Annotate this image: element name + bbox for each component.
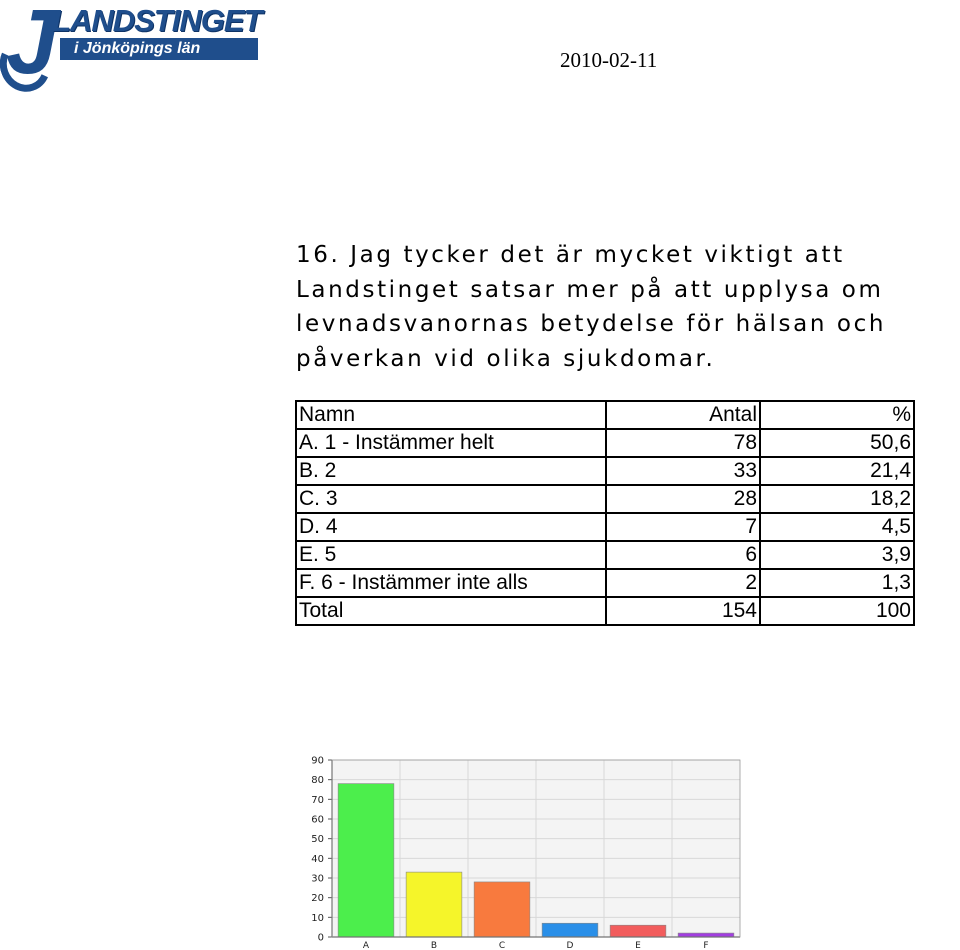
- y-tick-label: 90: [311, 755, 324, 767]
- total-count: 154: [606, 597, 760, 625]
- x-tick-label: A: [362, 941, 370, 948]
- logo-subtitle: i Jönköpings län: [74, 40, 201, 57]
- row-name: A. 1 - Instämmer helt: [296, 429, 606, 457]
- table-row: [296, 541, 914, 569]
- row-count: 78: [606, 429, 760, 457]
- y-tick-label: 0: [317, 932, 324, 944]
- table-row: [296, 513, 914, 541]
- row-percent: 21,4: [760, 457, 914, 485]
- logo-name: LANDSTINGET: [52, 3, 262, 38]
- row-name: B. 2: [296, 457, 606, 485]
- y-tick-label: 80: [311, 775, 324, 787]
- x-tick-label: C: [498, 941, 506, 948]
- table-header-row: [296, 401, 914, 429]
- row-name: F. 6 - Instämmer inte alls: [296, 569, 606, 597]
- header-percent: %: [760, 401, 914, 429]
- x-tick-label: E: [635, 941, 641, 948]
- bar-e: [610, 925, 666, 937]
- row-percent: 18,2: [760, 485, 914, 513]
- row-count: 7: [606, 513, 760, 541]
- row-percent: 50,6: [760, 429, 914, 457]
- row-count: 33: [606, 457, 760, 485]
- row-percent: 3,9: [760, 541, 914, 569]
- bar-b: [406, 872, 462, 937]
- logo-j-icon: J: [6, 0, 58, 93]
- x-tick-label: B: [430, 941, 438, 948]
- bar-chart: [296, 750, 756, 948]
- question-line: Landstinget satsar mer på att upplysa om: [296, 276, 884, 303]
- table-total-row: [296, 597, 914, 625]
- question-line: levnadsvanornas betydelse för hälsan och: [296, 311, 886, 337]
- table-row: [296, 457, 914, 485]
- row-name: C. 3: [296, 485, 606, 513]
- row-count: 6: [606, 541, 760, 569]
- row-count: 2: [606, 569, 760, 597]
- results-table: [295, 400, 915, 626]
- question-text: [296, 238, 960, 376]
- table-row: [296, 569, 914, 597]
- header-name: Namn: [296, 401, 606, 429]
- x-tick-label: F: [703, 941, 709, 948]
- y-tick-label: 50: [311, 834, 324, 846]
- bar-d: [542, 923, 598, 937]
- total-name: Total: [296, 597, 606, 625]
- question-line: 16. Jag tycker det är mycket viktigt att: [296, 242, 845, 268]
- y-tick-label: 40: [311, 853, 324, 865]
- bar-a: [338, 784, 394, 937]
- row-name: D. 4: [296, 513, 606, 541]
- row-percent: 4,5: [760, 513, 914, 541]
- y-tick-label: 60: [311, 814, 324, 826]
- row-name: E. 5: [296, 541, 606, 569]
- y-tick-label: 70: [311, 794, 324, 806]
- question-line: påverkan vid olika sjukdomar.: [296, 345, 716, 372]
- landstinget-logo: [0, 0, 262, 93]
- table-row: [296, 429, 914, 457]
- bar-c: [474, 882, 530, 937]
- row-percent: 1,3: [760, 569, 914, 597]
- table-row: [296, 485, 914, 513]
- x-tick-label: D: [566, 941, 574, 948]
- row-count: 28: [606, 485, 760, 513]
- header-count: Antal: [606, 401, 760, 429]
- y-tick-label: 20: [311, 893, 324, 905]
- report-date: 2010-02-11: [560, 48, 658, 72]
- y-tick-label: 10: [311, 912, 324, 924]
- y-tick-label: 30: [311, 873, 324, 885]
- total-percent: 100: [760, 597, 914, 625]
